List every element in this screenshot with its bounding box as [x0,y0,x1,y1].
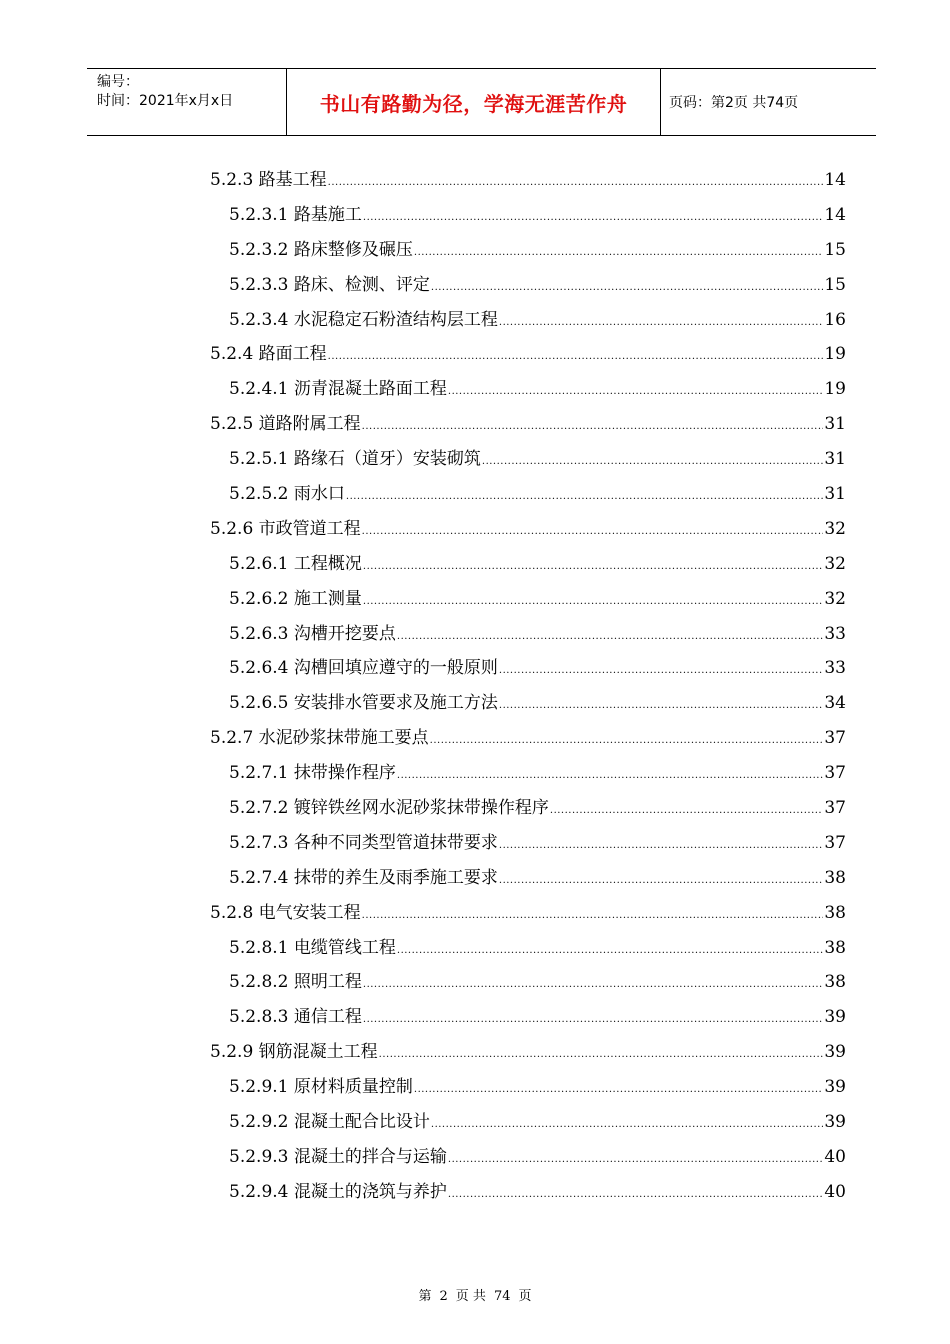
toc-entry[interactable] [210,756,846,791]
toc-entry-page-number: 40 [824,1181,846,1202]
toc-entry-page-number: 14 [824,204,846,225]
toc-entry-title: 5.2.8.2 照明工程 [229,972,362,993]
toc-dot-leader [363,1003,823,1038]
toc-entry-page-number: 32 [824,518,846,539]
toc-dot-leader [431,1108,823,1143]
toc-dot-leader [363,585,823,620]
toc-entry-title: 5.2.8.3 通信工程 [229,1007,362,1028]
toc-entry-page-number: 33 [824,658,846,679]
toc-dot-leader [431,271,823,306]
toc-entry-page-number: 38 [824,937,846,958]
toc-entry[interactable] [210,651,846,686]
toc-entry[interactable] [210,163,846,198]
toc-entry-title: 5.2.8.1 电缆管线工程 [229,937,396,958]
toc-entry-page-number: 19 [824,379,846,400]
toc-entry[interactable] [210,721,846,756]
toc-entry[interactable] [210,861,846,896]
toc-entry-page-number: 14 [824,170,846,190]
toc-entry-page-number: 37 [824,763,846,784]
toc-entry-title: 5.2.6 市政管道工程 [210,518,361,539]
toc-entry-title: 5.2.6.3 沟槽开挖要点 [229,623,396,644]
toc-entry-title: 5.2.5.1 路缘石（道牙）安装砌筑 [229,449,481,470]
footer-prefix: 第 [418,1289,432,1304]
toc-entry[interactable] [210,1175,846,1210]
toc-entry-page-number: 39 [824,1077,846,1098]
toc-dot-leader [346,480,823,515]
toc-dot-leader [363,968,823,1003]
toc-entry-page-number: 39 [824,1007,846,1028]
toc-dot-leader [414,1073,823,1108]
table-of-contents [210,163,846,1210]
toc-entry-page-number: 33 [824,623,846,644]
toc-dot-leader [430,724,824,759]
toc-dot-leader [499,864,823,899]
toc-dot-leader [448,1143,823,1178]
toc-entry-page-number: 15 [824,239,846,260]
toc-dot-leader [363,201,823,236]
toc-dot-leader [397,934,823,969]
toc-entry-page-number: 32 [824,588,846,609]
toc-entry-page-number: 39 [824,1112,846,1133]
toc-entry-title: 5.2.7.4 抹带的养生及雨季施工要求 [229,867,498,888]
toc-entry[interactable] [210,337,846,372]
document-time-label: 时间：2021年x月x日 [97,93,234,109]
toc-dot-leader [328,166,824,201]
toc-entry[interactable] [210,965,846,1000]
toc-entry-title: 5.2.6.5 安装排水管要求及施工方法 [229,693,498,714]
header-page-info: 页码：第2页 共74页 [669,95,799,111]
toc-entry-title: 5.2.7.2 镀锌铁丝网水泥砂浆抹带操作程序 [229,798,549,819]
footer-mid: 页 共 [455,1289,486,1304]
toc-entry-title: 5.2.4.1 沥青混凝土路面工程 [229,379,447,400]
toc-dot-leader [362,515,824,550]
toc-entry[interactable] [210,547,846,582]
toc-dot-leader [499,689,823,724]
toc-dot-leader [414,236,823,271]
toc-entry[interactable] [210,372,846,407]
toc-dot-leader [362,899,824,934]
toc-entry[interactable] [210,233,846,268]
toc-entry[interactable] [210,617,846,652]
toc-entry-page-number: 38 [824,972,846,993]
toc-entry-page-number: 39 [824,1042,846,1063]
header-motto: 书山有路勤为径，学海无涯苦作舟 [287,69,661,135]
document-number-label: 编号： [97,74,139,90]
toc-entry-title: 5.2.9 钢筋混凝土工程 [210,1042,378,1063]
header-meta [87,69,287,135]
toc-entry-page-number: 31 [824,484,846,505]
toc-entry[interactable] [210,582,846,617]
toc-entry[interactable] [210,268,846,303]
toc-entry[interactable] [210,442,846,477]
toc-entry-page-number: 34 [824,693,846,714]
toc-entry[interactable] [210,512,846,547]
page-footer [0,1285,950,1304]
toc-dot-leader [550,794,823,829]
toc-entry[interactable] [210,1140,846,1175]
toc-entry-page-number: 38 [824,867,846,888]
toc-entry-title: 5.2.6.2 施工测量 [229,588,362,609]
toc-entry-title: 5.2.3.2 路床整修及碾压 [229,239,413,260]
toc-entry-title: 5.2.9.1 原材料质量控制 [229,1077,413,1098]
toc-entry[interactable] [210,198,846,233]
toc-entry-title: 5.2.6.4 沟槽回填应遵守的一般原则 [229,658,498,679]
toc-entry-title: 5.2.3 路基工程 [210,170,327,190]
toc-entry-title: 5.2.5.2 雨水口 [229,484,345,505]
toc-dot-leader [363,550,823,585]
toc-entry-page-number: 19 [824,344,846,365]
toc-dot-leader [448,375,823,410]
toc-entry-title: 5.2.3.4 水泥稳定石粉渣结构层工程 [229,309,498,330]
footer-suffix: 页 [518,1289,532,1304]
toc-dot-leader [448,1178,823,1213]
toc-entry[interactable] [210,826,846,861]
toc-entry-title: 5.2.6.1 工程概况 [229,553,362,574]
toc-entry-title: 5.2.8 电气安装工程 [210,902,361,923]
toc-entry[interactable] [210,1105,846,1140]
toc-entry-title: 5.2.9.3 混凝土的拌合与运输 [229,1146,447,1167]
toc-entry[interactable] [210,407,846,442]
toc-entry[interactable] [210,686,846,721]
toc-entry-title: 5.2.7 水泥砂浆抹带施工要点 [210,728,429,749]
toc-entry[interactable] [210,896,846,931]
toc-entry[interactable] [210,791,846,826]
toc-entry-page-number: 37 [824,728,846,749]
toc-entry-page-number: 16 [824,309,846,330]
toc-entry-page-number: 37 [824,832,846,853]
toc-entry-page-number: 40 [824,1146,846,1167]
toc-entry-title: 5.2.3.1 路基施工 [229,204,362,225]
toc-dot-leader [499,829,823,864]
toc-entry-page-number: 37 [824,798,846,819]
toc-entry[interactable] [210,1035,846,1070]
toc-entry-title: 5.2.7.1 抹带操作程序 [229,763,396,784]
toc-entry-page-number: 32 [824,553,846,574]
toc-dot-leader [328,340,824,375]
toc-entry-title: 5.2.3.3 路床、检测、评定 [229,274,430,295]
toc-entry-page-number: 38 [824,902,846,923]
toc-dot-leader [499,654,823,689]
toc-entry-title: 5.2.7.3 各种不同类型管道抹带要求 [229,832,498,853]
toc-entry-title: 5.2.9.4 混凝土的浇筑与养护 [229,1181,447,1202]
footer-current-page: 2 [439,1289,448,1304]
toc-dot-leader [397,759,823,794]
toc-entry[interactable] [210,1000,846,1035]
toc-entry-page-number: 15 [824,274,846,295]
toc-dot-leader [499,306,823,341]
toc-entry-title: 5.2.5 道路附属工程 [210,414,361,435]
toc-entry[interactable] [210,931,846,966]
toc-entry[interactable] [210,303,846,338]
toc-entry-page-number: 31 [824,449,846,470]
toc-dot-leader [379,1038,824,1073]
toc-dot-leader [482,445,823,480]
toc-entry[interactable] [210,1070,846,1105]
toc-entry[interactable] [210,477,846,512]
toc-entry-title: 5.2.4 路面工程 [210,344,327,365]
toc-entry-page-number: 31 [824,414,846,435]
toc-dot-leader [397,620,823,655]
page-header [87,68,876,136]
footer-total-pages: 74 [493,1289,511,1304]
toc-dot-leader [362,410,824,445]
toc-entry-title: 5.2.9.2 混凝土配合比设计 [229,1112,430,1133]
